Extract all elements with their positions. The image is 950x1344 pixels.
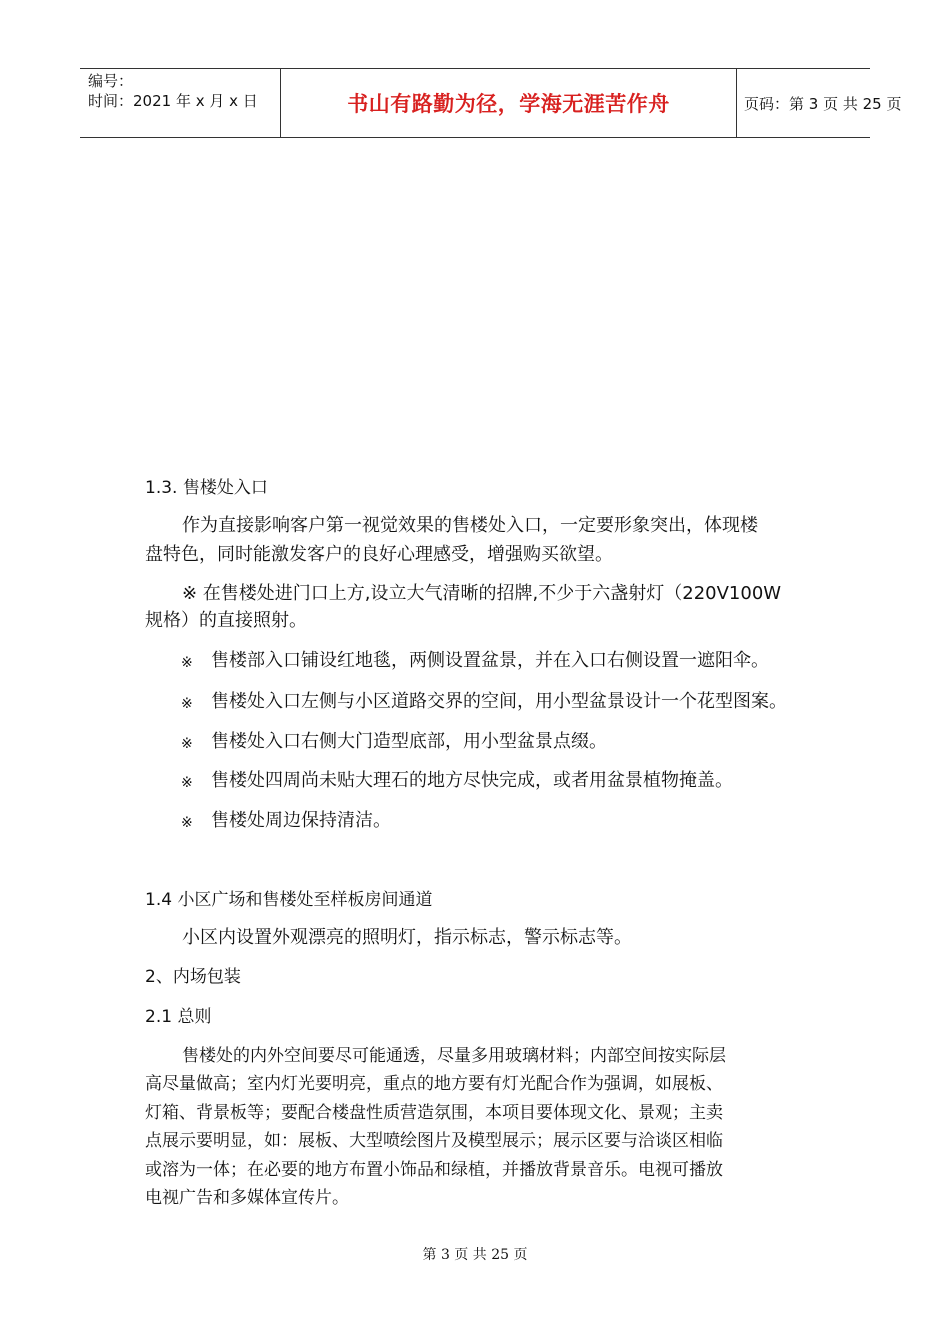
section-2-1-line3: 灯箱、背景板等；要配合楼盘性质营造氛围，本项目要体现文化、景观；主卖 (145, 1103, 723, 1123)
section-1-3-para1-line2: 盘特色，同时能激发客户的良好心理感受，增强购买欲望。 (145, 544, 613, 565)
header-motto: 书山有路勤为径，学海无涯苦作舟 (347, 91, 670, 116)
section-2-heading: 2、内场包装 (145, 967, 241, 987)
bullet-mark-5: ※ (181, 815, 193, 831)
section-2-1-line4: 点展示要明显，如：展板、大型喷绘图片及模型展示；展示区要与洽谈区相临 (145, 1131, 723, 1151)
section-2-1-line5: 或溶为一体；在必要的地方布置小饰品和绿植，并播放背景音乐。电视可播放 (145, 1160, 723, 1180)
section-1-4-heading: 1.4 小区广场和售楼处至样板房间通道 (145, 890, 433, 910)
bullet-item-2: 售楼处入口左侧与小区道路交界的空间，用小型盆景设计一个花型图案。 (211, 691, 787, 712)
section-1-3-para2-line1: ※ 在售楼处进门口上方,设立大气清晰的招牌,不少于六盏射灯（220V100W (182, 583, 782, 604)
header-meta (80, 69, 280, 137)
section-1-3-para2-line2: 规格）的直接照射。 (145, 610, 307, 631)
bullet-mark-1: ※ (181, 655, 193, 671)
bullet-item-1: 售楼部入口铺设红地毯，两侧设置盆景，并在入口右侧设置一遮阳伞。 (211, 650, 769, 671)
header-page-cell (736, 69, 902, 137)
section-2-1-line6: 电视广告和多媒体宣传片。 (145, 1188, 349, 1208)
header-number: 编号： (88, 72, 134, 90)
bullet-item-5: 售楼处周边保持清洁。 (211, 810, 391, 831)
bullet-mark-4: ※ (181, 775, 193, 791)
header-time: 时间：2021 年 x 月 x 日 (88, 92, 258, 110)
header-page-info: 页码：第 3 页 共 25 页 (744, 94, 902, 113)
bullet-item-3: 售楼处入口右侧大门造型底部，用小型盆景点缀。 (211, 731, 607, 752)
section-2-1-line2: 高尽量做高；室内灯光要明亮，重点的地方要有灯光配合作为强调，如展板、 (145, 1074, 723, 1094)
bullet-mark-3: ※ (181, 736, 193, 752)
bullet-mark-2: ※ (181, 696, 193, 712)
section-1-3-para1-line1: 作为直接影响客户第一视觉效果的售楼处入口，一定要形象突出，体现楼 (182, 515, 758, 536)
section-2-1-line1: 售楼处的内外空间要尽可能通透，尽量多用玻璃材料；内部空间按实际层 (182, 1046, 726, 1066)
page-header (80, 68, 902, 138)
page-footer: 第 3 页 共 25 页 (422, 1247, 528, 1263)
section-1-3-heading: 1.3. 售楼处入口 (145, 478, 268, 498)
header-motto-cell (280, 69, 737, 137)
section-1-4-para: 小区内设置外观漂亮的照明灯，指示标志，警示标志等。 (182, 927, 632, 948)
bullet-item-4: 售楼处四周尚未贴大理石的地方尽快完成，或者用盆景植物掩盖。 (211, 770, 733, 791)
section-2-1-heading: 2.1 总则 (145, 1007, 212, 1027)
